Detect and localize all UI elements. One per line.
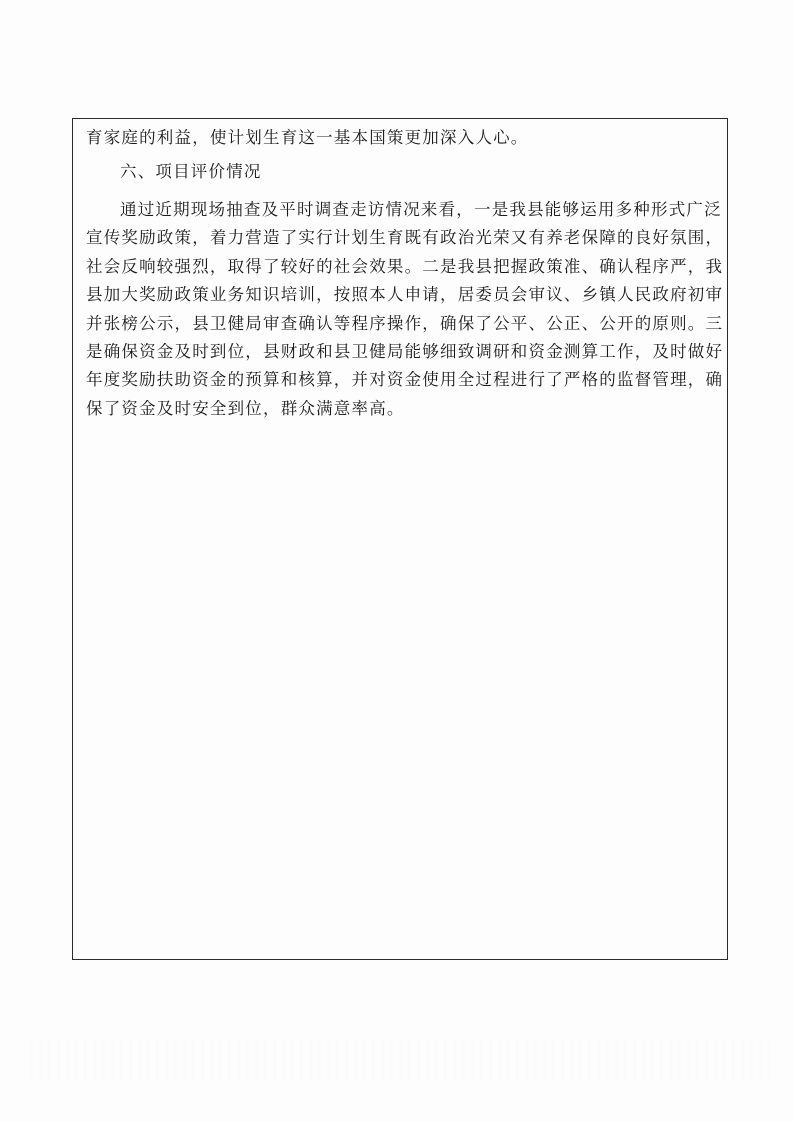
- continuation-paragraph: [86, 124, 726, 152]
- body-line: 宣传奖励政策，着力营造了实行计划生育既有政治光荣又有养老保障的良好氛围，: [86, 228, 724, 248]
- continuation-line: 育家庭的利益，使计划生育这一基本国策更加深入人心。: [86, 128, 529, 147]
- body-line: 县加大奖励政策业务知识培训，按照本人申请，居委员会审议、乡镇人民政府初审: [86, 285, 724, 305]
- body-line: 年度奖励扶助资金的预算和核算，并对资金使用全过程进行了严格的监督管理，确: [86, 370, 724, 390]
- body-line: 保了资金及时安全到位，群众满意率高。: [86, 398, 405, 418]
- section-heading: 六、项目评价情况: [120, 162, 262, 181]
- body-line: 并张榜公示，县卫健局审查确认等程序操作，确保了公平、公正、公开的原则。三: [86, 313, 724, 333]
- body-line: 是确保资金及时到位，县财政和县卫健局能够细致调研和资金测算工作，及时做好: [86, 341, 724, 361]
- evaluation-paragraph: [86, 196, 726, 423]
- body-line: 社会反响较强烈，取得了较好的社会效果。二是我县把握政策准、确认程序严，我: [86, 256, 724, 276]
- body-line: 通过近期现场抽查及平时调查走访情况来看，一是我县能够运用多种形式广泛: [120, 200, 722, 219]
- scan-noise: [30, 1040, 770, 1080]
